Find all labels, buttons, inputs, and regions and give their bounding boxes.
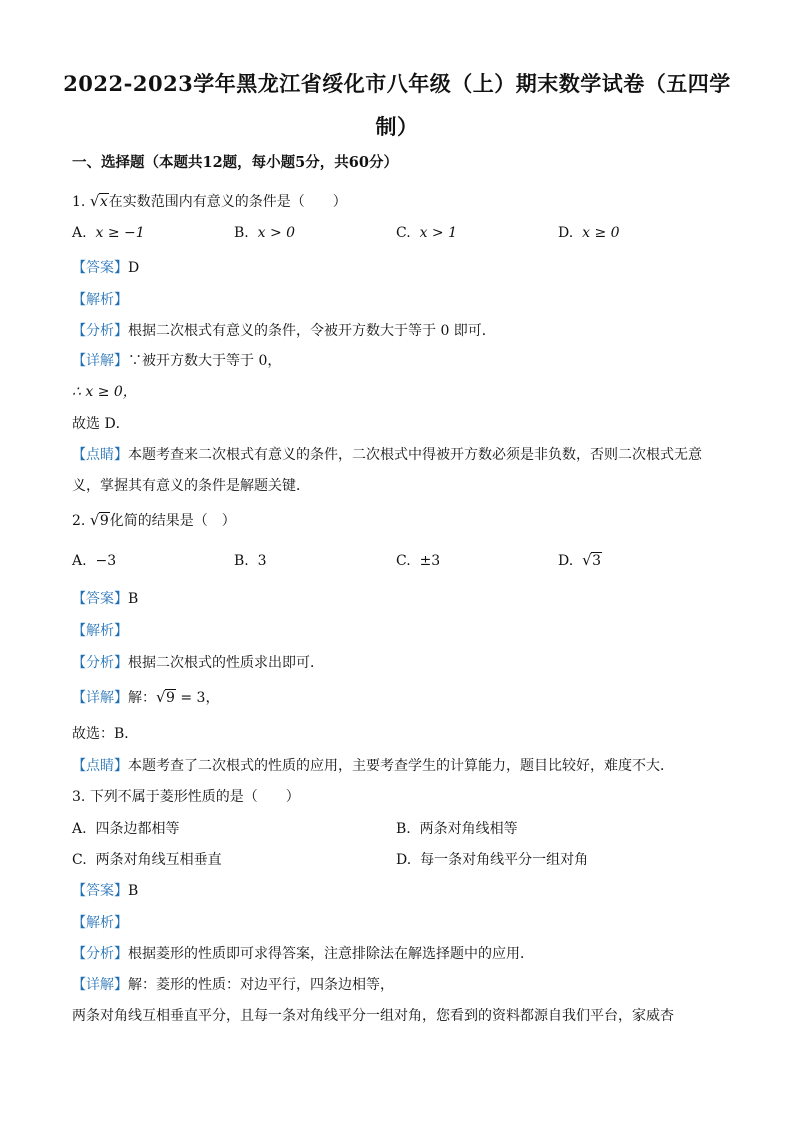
section-heading: 一、选择题（本题共12题，每小题5分，共60分） (72, 154, 398, 171)
detail-tag: 【详解】 (72, 977, 128, 993)
radicand: 9 (99, 513, 109, 529)
option-label: B. (234, 553, 249, 569)
q3-detail (72, 974, 394, 994)
q1-comment-line2: 义，掌握其有意义的条件是解题关键． (72, 478, 310, 494)
option-label: D. (396, 852, 412, 868)
option-expr: ±3 (419, 553, 441, 569)
q2-step2: 故选：B． (72, 726, 139, 742)
sqrt-expression (90, 513, 110, 529)
question-number: 2. (72, 513, 86, 529)
q1-option-c (396, 225, 457, 241)
q1-step3: 故选 D． (72, 416, 130, 432)
q1-answer (72, 257, 139, 277)
q2-option-c (396, 553, 440, 569)
question-text: 化简的结果是（ ） (109, 513, 236, 529)
q2-jiexi-tag: 【解析】 (72, 623, 128, 639)
q3-option-d (396, 849, 588, 869)
option-label: B. (234, 225, 249, 241)
radicand: 3 (592, 553, 602, 569)
option-label: D. (558, 553, 574, 569)
q3-answer (72, 880, 138, 900)
detail-text: 解：菱形的性质：对边平行，四条边相等， (128, 977, 394, 993)
q1-option-b (234, 225, 295, 241)
question-1-stem (72, 191, 347, 211)
answer-value: D (128, 260, 140, 276)
option-label: B. (396, 821, 411, 837)
analysis-text: 根据二次根式的性质求出即可． (128, 655, 324, 671)
q1-option-a (72, 225, 145, 241)
comment-text: 本题考查来二次根式有意义的条件，二次根式中得被开方数必须是非负数，否则二次根式无意 (128, 447, 702, 463)
q3-option-c (72, 849, 222, 869)
option-label: C. (396, 225, 411, 241)
answer-tag: 【答案】 (72, 883, 128, 899)
q1-analysis (72, 320, 496, 340)
comment-text: 本题考查了二次根式的性质的应用，主要考查学生的计算能力，题目比较好，难度不大． (128, 758, 674, 774)
option-text: 两条对角线相等 (419, 821, 518, 837)
q2-comment (72, 755, 674, 775)
q3-analysis (72, 943, 534, 963)
option-expr: x ≥ 0 (582, 225, 620, 241)
option-text: 每一条对角线平分一组对角 (420, 852, 589, 868)
sqrt-expression (582, 553, 602, 569)
q2-detail (72, 687, 219, 707)
q3-jiexi-tag: 【解析】 (72, 915, 128, 931)
question-3-stem (72, 786, 300, 806)
analysis-text: 根据二次根式有意义的条件，令被开方数大于等于 0 即可． (128, 323, 496, 339)
detail-text: 解： (128, 690, 156, 706)
q3-option-b (396, 818, 518, 838)
analysis-text: 根据菱形的性质即可求得答案，注意排除法在解选择题中的应用． (128, 946, 534, 962)
q2-option-a (72, 553, 116, 569)
option-text: 四条边都相等 (95, 821, 180, 837)
option-expr: x > 0 (257, 225, 296, 241)
answer-tag: 【答案】 (72, 591, 128, 607)
comment-tag: 【点睛】 (72, 447, 128, 463)
option-label: C. (72, 852, 87, 868)
option-expr: x > 1 (419, 225, 458, 241)
radicand: 9 (166, 690, 175, 706)
answer-value: B (128, 883, 139, 899)
question-number: 1. (72, 194, 86, 210)
option-label: C. (396, 553, 411, 569)
answer-tag: 【答案】 (72, 260, 128, 276)
option-expr: x ≥ −1 (95, 225, 145, 241)
analysis-tag: 【分析】 (72, 655, 128, 671)
question-text: 在实数范围内有意义的条件是（ ） (108, 194, 347, 210)
analysis-tag: 【分析】 (72, 946, 128, 962)
analysis-tag: 【分析】 (72, 323, 128, 339)
question-number: 3. (72, 789, 86, 805)
question-2-stem (72, 510, 236, 530)
question-text: 下列不属于菱形性质的是（ ） (89, 789, 300, 805)
comment-tag: 【点睛】 (72, 758, 128, 774)
option-expr: −3 (95, 553, 117, 569)
q1-detail (72, 350, 281, 370)
document-title-line2: 制） (375, 114, 419, 139)
detail-tag: 【详解】 (72, 690, 128, 706)
q1-comment-line1 (72, 444, 702, 464)
sqrt-expression (156, 690, 176, 706)
sqrt-expression (90, 194, 109, 210)
detail-text: ∵被开方数大于等于 0， (128, 353, 282, 369)
option-label: D. (558, 225, 574, 241)
option-text: 两条对角线互相垂直 (95, 852, 222, 868)
q3-last-line: 两条对角线互相垂直平分，且每一条对角线平分一组对角，您看到的资料都源自我们平台，家威杏 (72, 1008, 674, 1024)
answer-value: B (128, 591, 139, 607)
q2-option-b (234, 553, 267, 569)
q1-step2: ∴ x ≥ 0， (72, 384, 137, 400)
q3-option-a (72, 818, 179, 838)
document-title-line1: 2022-2023学年黑龙江省绥化市八年级（上）期末数学试卷（五四学 (63, 71, 731, 96)
q2-answer (72, 588, 138, 608)
option-label: A. (72, 553, 87, 569)
q2-option-d (558, 553, 602, 569)
q2-analysis (72, 652, 324, 672)
option-label: A. (72, 821, 87, 837)
option-label: A. (72, 225, 87, 241)
radicand: x (99, 194, 108, 210)
detail-tag: 【详解】 (72, 353, 128, 369)
detail-result: = 3， (175, 690, 220, 706)
option-expr: 3 (257, 553, 267, 569)
q1-option-d (558, 225, 620, 241)
q1-jiexi-tag: 【解析】 (72, 292, 128, 308)
